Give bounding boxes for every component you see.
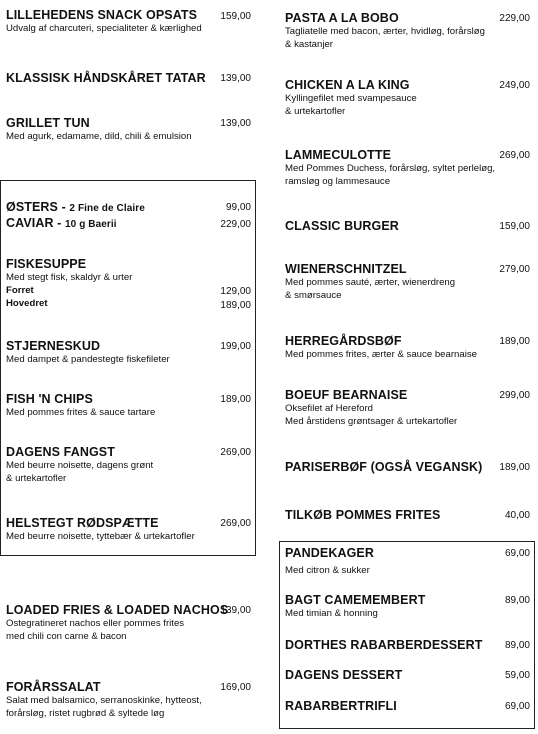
item-name: PASTA A LA BOBO bbox=[285, 11, 399, 25]
item-description: forårsløg, ristet rugbrød & syltede løg bbox=[6, 708, 165, 719]
item-description: ramsløg og lammesauce bbox=[285, 176, 391, 187]
item-price: 89,00 bbox=[504, 640, 530, 651]
menu-item-chicken bbox=[285, 78, 417, 118]
item-name: KLASSISK HÅNDSKÅRET TATAR bbox=[6, 71, 206, 85]
item-name: LILLEHEDENS SNACK OPSATS bbox=[6, 8, 198, 22]
item-description: Tagliatelle med bacon, ærter, hvidløg, forårsløg bbox=[285, 26, 485, 37]
item-name: CHICKEN A LA KING bbox=[285, 78, 410, 92]
item-price: 269,00 bbox=[220, 447, 251, 458]
item-name: RABARBERTRIFLI bbox=[285, 699, 397, 713]
item-name: HERREGÅRDSBØF bbox=[285, 334, 402, 348]
item-description: Med Pommes Duchess, forårsløg, syltet perleløg, bbox=[285, 163, 496, 174]
item-name-main: ØSTERS - bbox=[6, 200, 70, 214]
item-description: & kastanjer bbox=[285, 39, 333, 50]
item-description: Med dampet & pandestegte fiskefileter bbox=[6, 354, 170, 365]
item-price: 249,00 bbox=[499, 80, 530, 91]
menu-item-tun bbox=[6, 116, 192, 143]
item-description: Med citron & sukker bbox=[285, 565, 370, 576]
item-option-forret: Forret bbox=[6, 285, 34, 296]
menu-item-pariser bbox=[285, 460, 482, 474]
item-price: 69,00 bbox=[504, 701, 530, 712]
menu-item-loaded bbox=[6, 603, 228, 643]
item-name: PANDEKAGER bbox=[285, 546, 374, 560]
menu-item-herregard bbox=[285, 334, 477, 361]
menu-item-fiskesuppe bbox=[6, 257, 132, 310]
item-description: Oksefilet af Hereford bbox=[285, 403, 373, 414]
item-description: Med pommes sauté, ærter, wienerdreng bbox=[285, 277, 456, 288]
menu-item-wiener bbox=[285, 262, 455, 302]
menu-item-dagens-dessert bbox=[285, 668, 402, 682]
item-description: Med beurre noisette, tyttebær & urtekartofler bbox=[6, 531, 195, 542]
item-price: 169,00 bbox=[220, 682, 251, 693]
item-price: 40,00 bbox=[504, 510, 530, 521]
item-price: 189,00 bbox=[499, 336, 530, 347]
item-description: & smørsauce bbox=[285, 290, 342, 301]
item-description: Med timian & honning bbox=[285, 608, 378, 619]
item-price: 229,00 bbox=[499, 13, 530, 24]
item-price: 159,00 bbox=[220, 11, 251, 22]
item-name: DAGENS DESSERT bbox=[285, 668, 403, 682]
item-name-main: CAVIAR - bbox=[6, 216, 65, 230]
item-price: 189,00 bbox=[499, 462, 530, 473]
item-price: 139,00 bbox=[220, 605, 251, 616]
menu-item-osters bbox=[6, 200, 145, 214]
item-name bbox=[6, 200, 145, 214]
item-name: PARISERBØF (OGSÅ VEGANSK) bbox=[285, 460, 483, 474]
item-price: 299,00 bbox=[499, 390, 530, 401]
item-description: Udvalg af charcuteri, specialiteter & kærlighed bbox=[6, 23, 202, 34]
item-price: 269,00 bbox=[499, 150, 530, 161]
seafood-section-box bbox=[0, 180, 256, 556]
menu-item-camembert bbox=[285, 593, 425, 620]
menu-item-pandekager bbox=[285, 546, 374, 577]
item-description: Med stegt fisk, skaldyr & urter bbox=[6, 272, 133, 283]
item-name bbox=[6, 216, 117, 230]
item-price: 139,00 bbox=[220, 118, 251, 129]
item-price: 189,00 bbox=[220, 394, 251, 405]
item-description: Med pommes frites, ærter & sauce bearnaise bbox=[285, 349, 477, 360]
item-price-forret: 129,00 bbox=[220, 286, 251, 297]
item-price: 89,00 bbox=[504, 595, 530, 606]
item-price: 59,00 bbox=[504, 670, 530, 681]
item-description: Med beurre noisette, dagens grønt bbox=[6, 460, 154, 471]
item-description: & urtekartofler bbox=[285, 106, 346, 117]
item-description: Med agurk, edamame, dild, chili & emulsion bbox=[6, 131, 192, 142]
menu-item-lamme bbox=[285, 148, 495, 188]
item-name: LAMMECULOTTE bbox=[285, 148, 392, 162]
item-name: FISKESUPPE bbox=[6, 257, 87, 271]
item-name-sub: 2 Fine de Claire bbox=[69, 203, 145, 214]
menu-item-burger bbox=[285, 219, 399, 233]
menu-item-forarssalat bbox=[6, 680, 202, 720]
menu-item-rodspaette bbox=[6, 516, 195, 543]
item-description: Med årstidens grøntsager & urtekartofler bbox=[285, 416, 458, 427]
item-name: STJERNESKUD bbox=[6, 339, 101, 353]
item-name: DORTHES RABARBERDESSERT bbox=[285, 638, 483, 652]
item-price: 69,00 bbox=[504, 548, 530, 559]
item-option-hovedret: Hovedret bbox=[6, 298, 48, 309]
item-description: Med pommes frites & sauce tartare bbox=[6, 407, 156, 418]
item-name: DAGENS FANGST bbox=[6, 445, 115, 459]
item-name: FORÅRSSALAT bbox=[6, 680, 101, 694]
item-price: 279,00 bbox=[499, 264, 530, 275]
menu-item-lillehedens bbox=[6, 8, 202, 35]
item-price: 269,00 bbox=[220, 518, 251, 529]
menu-item-dagens-fangst bbox=[6, 445, 153, 485]
item-name: BAGT CAMEMEMBERT bbox=[285, 593, 426, 607]
menu-item-stjerneskud bbox=[6, 339, 170, 366]
item-name: WIENERSCHNITZEL bbox=[285, 262, 407, 276]
menu-item-boeuf bbox=[285, 388, 457, 428]
item-name: BOEUF BEARNAISE bbox=[285, 388, 408, 402]
item-description: Ostegratineret nachos eller pommes frites bbox=[6, 618, 185, 629]
menu-item-tilkob bbox=[285, 508, 440, 522]
item-name-sub: 10 g Baerii bbox=[65, 219, 117, 230]
item-name: LOADED FRIES & LOADED NACHOS bbox=[6, 603, 229, 617]
menu-item-trifli bbox=[285, 699, 397, 713]
menu-item-pasta bbox=[285, 11, 485, 51]
item-name: TILKØB POMMES FRITES bbox=[285, 508, 441, 522]
item-price: 229,00 bbox=[220, 219, 251, 230]
menu-item-tatar bbox=[6, 71, 206, 85]
menu-item-caviar bbox=[6, 216, 117, 230]
item-name: FISH 'N CHIPS bbox=[6, 392, 93, 406]
item-description: & urtekartofler bbox=[6, 473, 67, 484]
item-description: Salat med balsamico, serranoskinke, hytteost, bbox=[6, 695, 202, 706]
item-price: 159,00 bbox=[499, 221, 530, 232]
item-description: med chili con carne & bacon bbox=[6, 631, 127, 642]
menu-item-fish-chips bbox=[6, 392, 155, 419]
menu-item-rabarber bbox=[285, 638, 482, 652]
item-name: GRILLET TUN bbox=[6, 116, 90, 130]
item-name: CLASSIC BURGER bbox=[285, 219, 399, 233]
item-price: 199,00 bbox=[220, 341, 251, 352]
item-price: 99,00 bbox=[225, 202, 251, 213]
item-price: 139,00 bbox=[220, 73, 251, 84]
item-description: Kyllingefilet med svampesauce bbox=[285, 93, 417, 104]
item-name: HELSTEGT RØDSPÆTTE bbox=[6, 516, 159, 530]
item-price-hovedret: 189,00 bbox=[220, 300, 251, 311]
